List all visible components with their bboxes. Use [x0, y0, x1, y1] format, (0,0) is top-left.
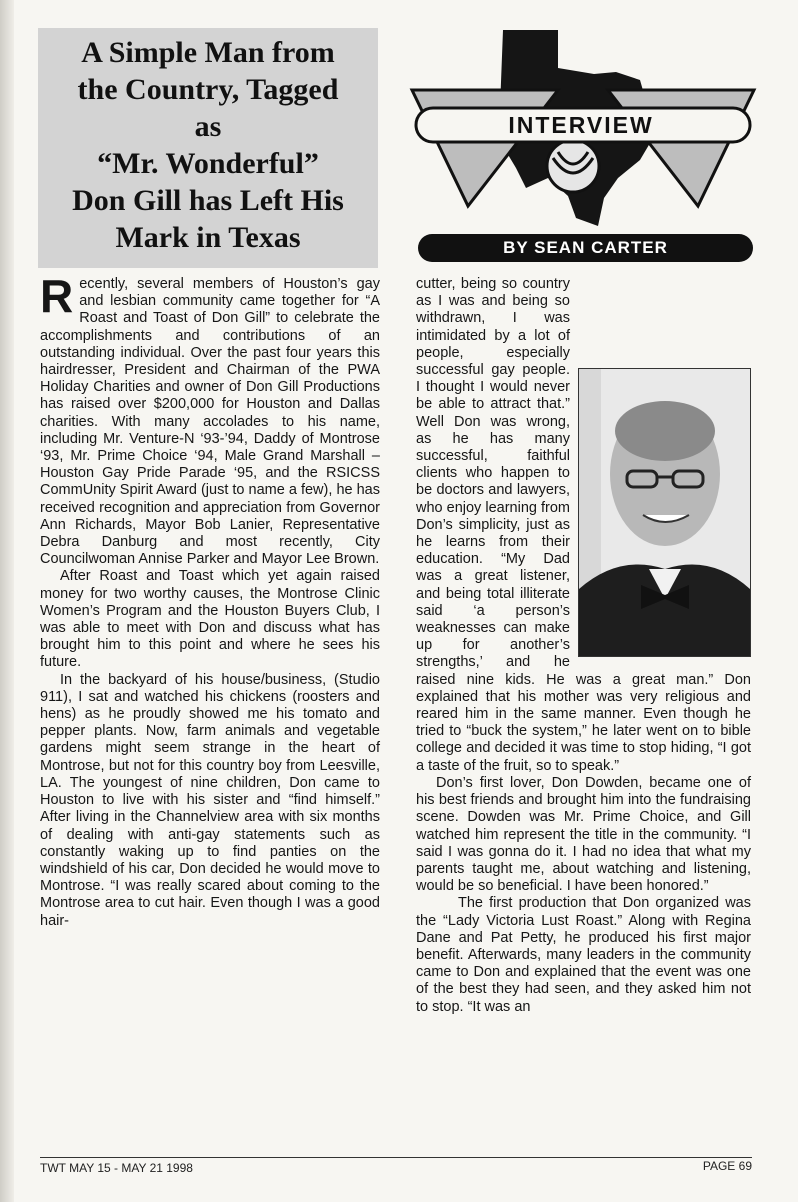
headline-line: Don Gill has Left His [72, 184, 344, 217]
article-paragraph [40, 270, 380, 568]
article-paragraph [416, 276, 751, 775]
headline-line: A Simple Man from [81, 36, 335, 69]
paragraph-text: cutter, being so country as I was and being so withdrawn, I was intimidated by a lot of people, especially successful gay people. I thought I would never be able to attract that.” Well Don was wrong, as he has many successful, faithful clients who happen to be doctors and lawyers, who enjoy learning from Don’s simplicity, just as he learns from their education. “My Dad was a great listener, and being total illiterate said ‘a person’s weaknesses can make up for another’s strengths,’ and he raised nine kids. He was a great man.” Don explained that his mother was very religious and reared him in the same manner. Even though he tried to “buck the system,” he later went on to bible college and decided it was time to stop hiding, “I got a taste of the fruit, so to speak.” [416, 276, 751, 774]
portrait-photo [578, 368, 751, 657]
drop-cap: R [40, 270, 74, 322]
footer-rule [40, 1157, 752, 1158]
footer-issue: TWT MAY 15 - MAY 21 1998 [40, 1161, 193, 1175]
article-paragraph: After Roast and Toast which yet again raised money for two worthy causes, the Montrose Clinic Women’s Program and the Houston Buyers Club, I was able to meet with Don and discuss what has brought him to this point and where he sees his future. [40, 568, 380, 671]
headline-line: “Mr. Wonderful” [97, 147, 319, 180]
logo-emblem [547, 140, 599, 192]
page-binding-edge [0, 0, 14, 1202]
headline-line: as [194, 110, 222, 143]
article-paragraph: Don’s first lover, Don Dowden, became one of his best friends and brought him into the fundraising scene. Dowden was Mr. Prime Choice, and Gill watched him represent the title in the community. “I said I was gonna do it. I had no idea that what my parents taught me, about watching and listening, would be so beneficial. I have been honored.” [416, 774, 751, 895]
article-column-right [416, 276, 751, 1016]
interview-label: INTERVIEW [508, 112, 654, 138]
headline-line: Mark in Texas [115, 221, 301, 254]
article-paragraph: The first production that Don organized was the “Lady Victoria Lust Roast.” Along with Regina Dane and Pat Petty, he produced his first major benefit. Afterwards, many leaders in the community came to Don and explained that the event was one of the best they had seen, and they asked him not to stop. “It was an [416, 895, 751, 1015]
footer-page-number: PAGE 69 [702, 1159, 752, 1173]
headline-line: the Country, Tagged [77, 73, 339, 106]
article-column-left [40, 270, 380, 930]
article-paragraph: In the backyard of his house/business, (Studio 911), I sat and watched his chickens (roosters and hens) as he proudly showed me his tomato and pepper plants. Now, farm animals and vegetable gardens might seem strange in the heart of Montrose, but not for this country boy from Leesville, LA. The youngest of nine children, Don came to Houston to live with his sister and “find himself.” After living in the Channelview area with six months of dealing with anti-gay statements such as constantly waking up to find panties on the windshield of his car, Don decided he would move to Montrose. “I was really scared about coming to the Montrose area to cut hair. Even though I was a good hair- [40, 671, 380, 929]
headline-box [38, 28, 378, 268]
byline-bar: BY SEAN CARTER [418, 234, 753, 262]
paragraph-text: ecently, several members of Houston’s gay and lesbian community came together for “A Roast and Toast of Don Gill” to celebrate the accomplishments and contributions of an outstanding individual. Over the past four years this hairdresser, President and Chairman of the PWA Holiday Charities and owner of Don Gill Productions has raised over $200,000 for Houston and Dallas charities. With many accolades to his name, including Mr. Venture-N ‘93-’94, Daddy of Montrose ‘93, Mr. Prime Choice ‘94, Male Grand Marshall – Houston Gay Pride Parade ‘95, and the RSICSS CommUnity Spirit Award (just to name a few), he has received recognition and appreciation from Governor Ann Richards, Mayor Bob Lanier, Representative Debra Danburg and most recently, City Councilwoman Annise Parker and Mayor Lee Brown. [40, 276, 380, 568]
portrait-image [579, 369, 750, 656]
